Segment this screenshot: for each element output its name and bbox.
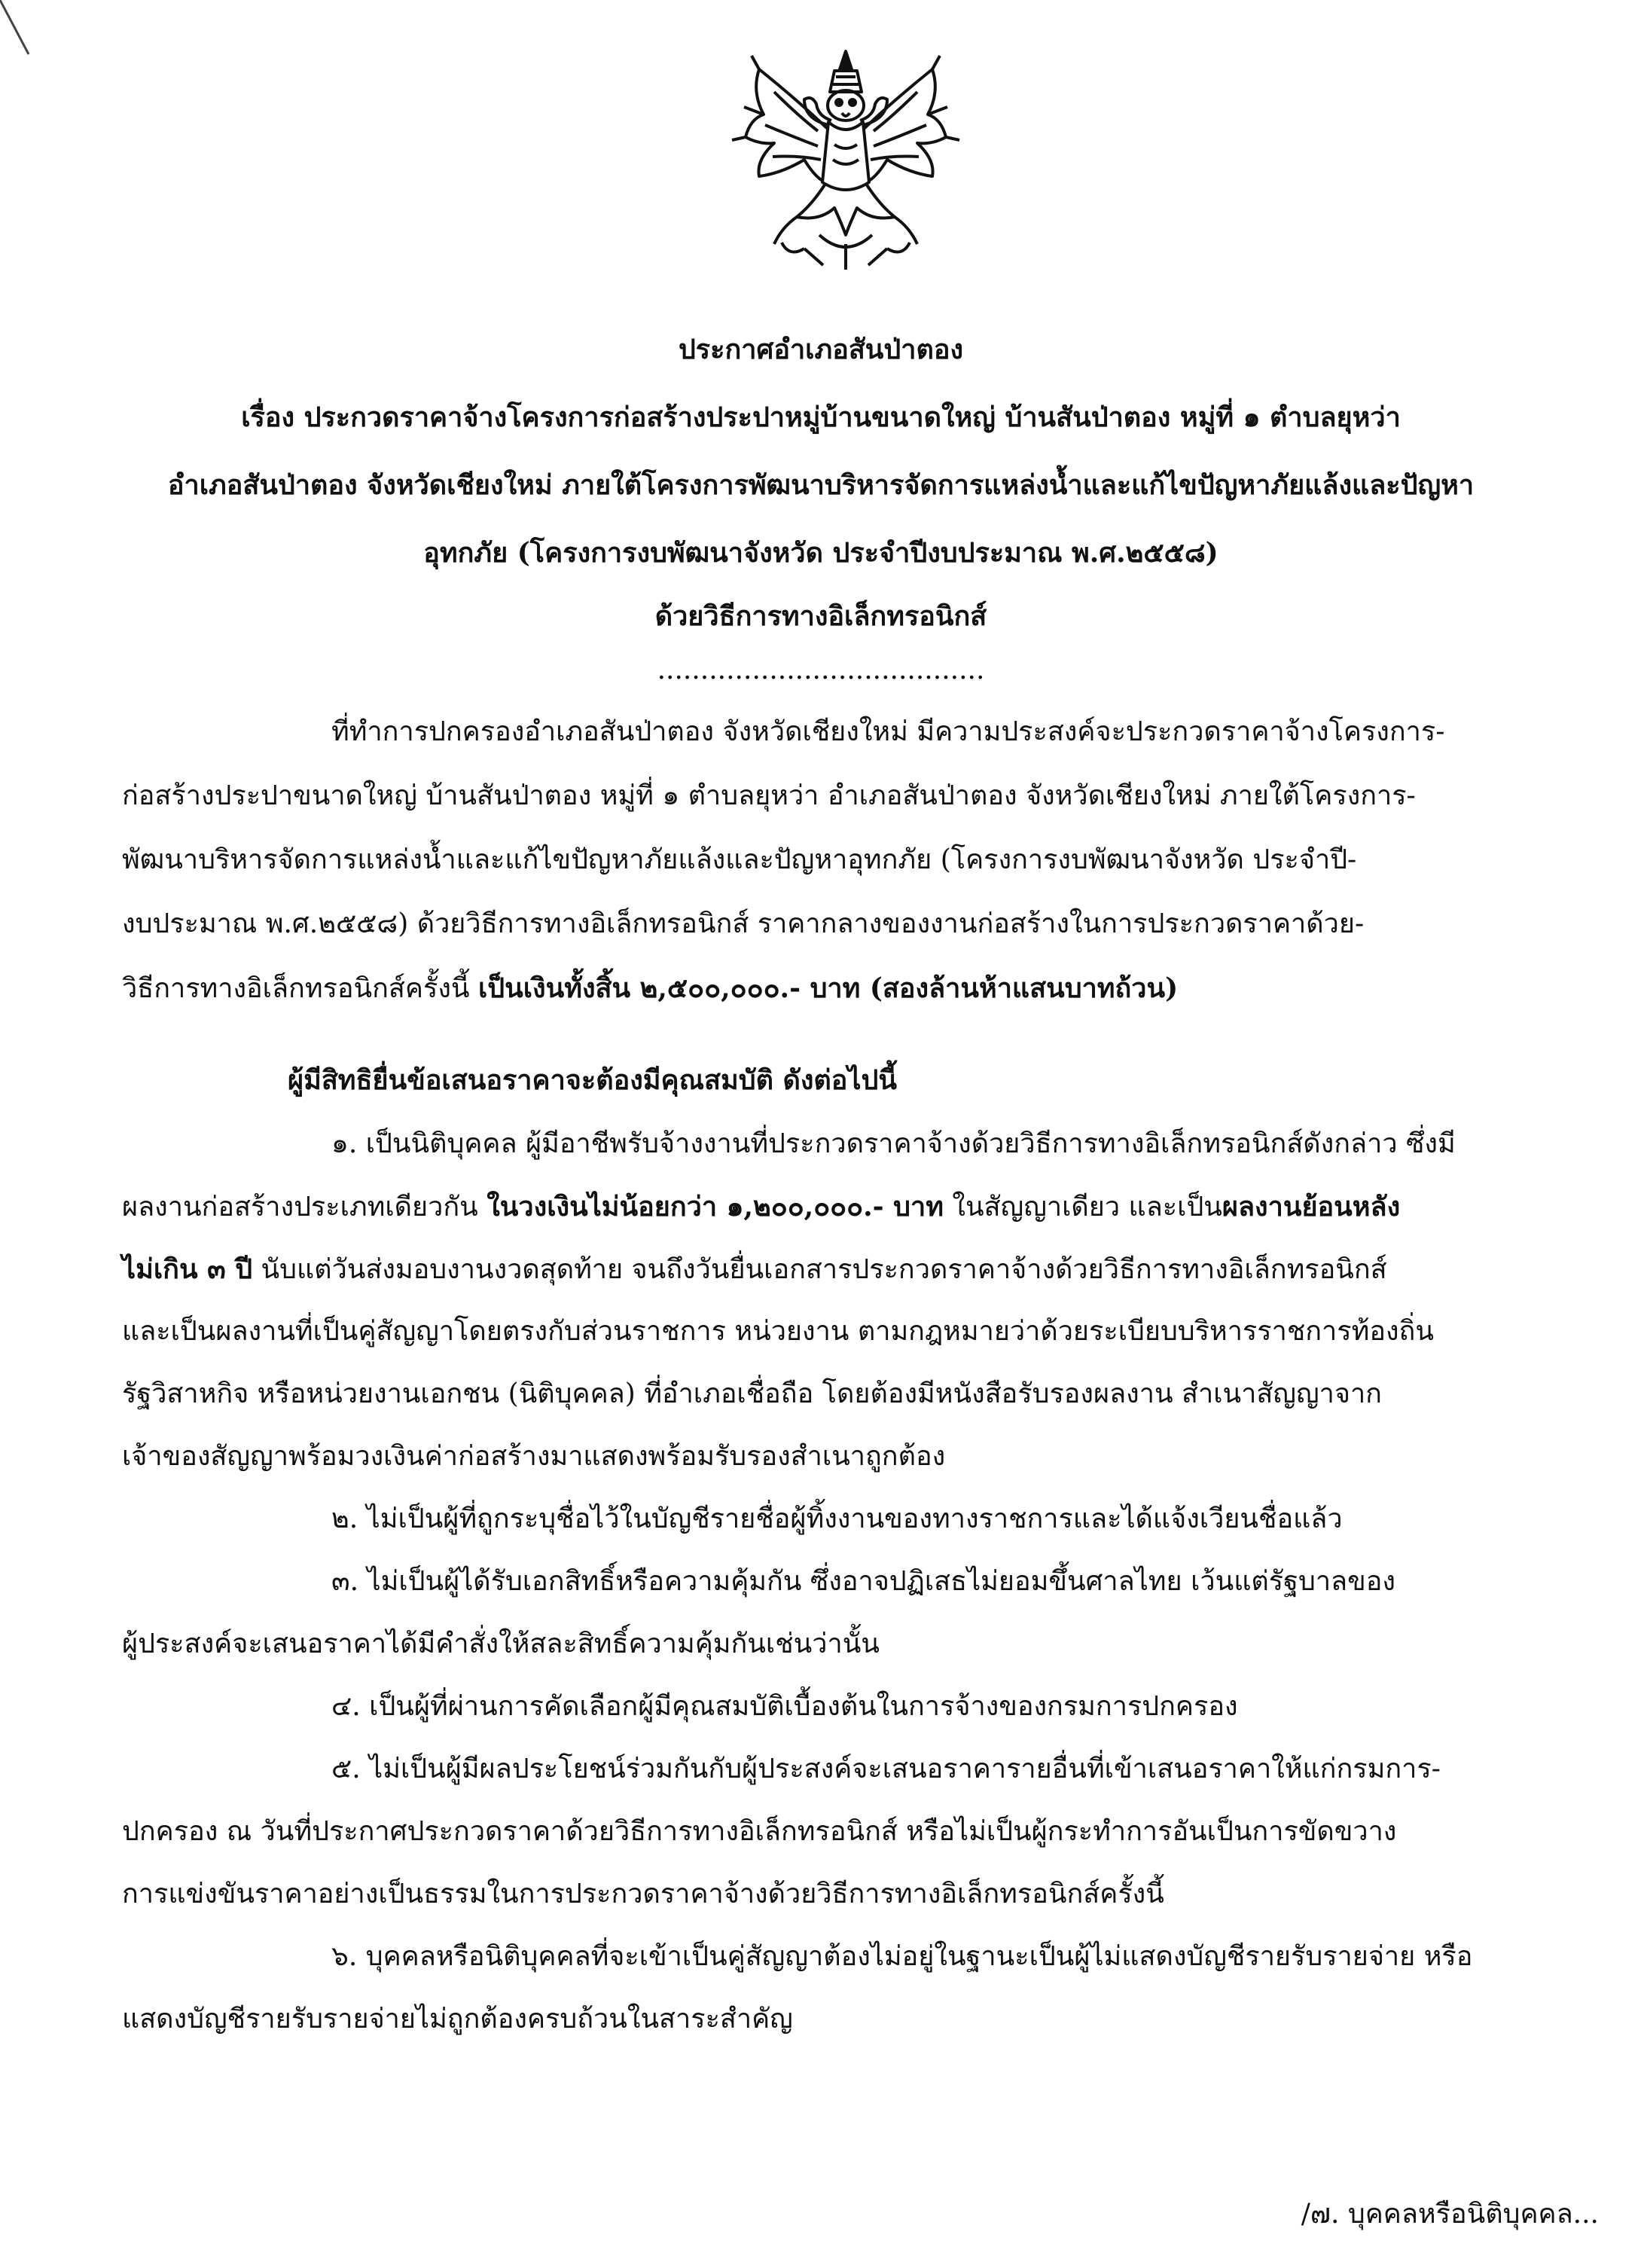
subject-line-2: อำเภอสันป่าตอง จังหวัดเชียงใหม่ ภายใต้โครงการพัฒนาบริหารจัดการแหล่งน้ำและแก้ไขปัญหาภัยแล้งและปัญหา <box>167 469 1475 501</box>
q1-years-limit: ไม่เกิน ๓ ปี <box>122 1253 253 1285</box>
price-total-text: เป็นเงินทั้งสิ้น ๒,๕๐๐,๐๐๐.- บาท (สองล้านห้าแสนบาทถ้วน) <box>477 972 1179 1004</box>
intro-line-2: ก่อสร้างประปาขนาดใหญ่ บ้านสันป่าตอง หมู่ที่ ๑ ตำบลยุหว่า อำเภอสันป่าตอง จังหวัดเชียงใหม่ ภายใต้โครงการ- <box>122 780 1416 811</box>
q1-past-work: ผลงานย้อนหลัง <box>1222 1191 1401 1223</box>
intro-line-4: งบประมาณ พ.ศ.๒๕๕๘) ด้วยวิธีการทางอิเล็กทรอนิกส์ ราคากลางของงานก่อสร้างในการประกวดราคาด้วย- <box>122 908 1365 939</box>
q1-min-value: ในวงเงินไม่น้อยกว่า ๑,๒๐๐,๐๐๐.- บาท <box>486 1191 944 1223</box>
subject-line-1: เรื่อง ประกวดราคาจ้างโครงการก่อสร้างประปาหมู่บ้านขนาดใหญ่ บ้านสันป่าตอง หมู่ที่ ๑ ตำบลยุหว่า <box>241 401 1401 433</box>
intro-line-1: ที่ทำการปกครองอำเภอสันป่าตอง จังหวัดเชียงใหม่ มีความประสงค์จะประกวดราคาจ้างโครงการ- <box>331 716 1445 747</box>
q1-line-4: และเป็นผลงานที่เป็นคู่สัญญาโดยตรงกับส่วนราชการ หน่วยงาน ตามกฎหมายว่าด้วยระเบียบบริหารราชการท้องถิ่น <box>122 1316 1434 1347</box>
q1-line-2-a: ผลงานก่อสร้างประเภทเดียวกัน <box>122 1192 487 1223</box>
q1-line-1: ๑. เป็นนิติบุคคล ผู้มีอาชีพรับจ้างงานที่ประกวดราคาจ้างด้วยวิธีการทางอิเล็กทรอนิกส์ดังกล่าว ซึ่งมี <box>331 1128 1456 1159</box>
q2-line-1: ๒. ไม่เป็นผู้ที่ถูกระบุชื่อไว้ในบัญชีรายชื่อผู้ทิ้งงานของทางราชการและได้แจ้งเวียนชื่อแล้ว <box>331 1503 1343 1534</box>
q5-line-2: ปกครอง ณ วันที่ประกาศประกวดราคาด้วยวิธีการทางอิเล็กทรอนิกส์ หรือไม่เป็นผู้กระทำการอันเป็นการขัดขวาง <box>122 1816 1397 1847</box>
q1-line-5: รัฐวิสาหกิจ หรือหน่วยงานเอกชน (นิติบุคคล) ที่อำเภอเชื่อถือ โดยต้องมีหนังสือรับรองผลงาน สำเนาสัญญาจาก <box>122 1378 1382 1409</box>
q1-line-3 <box>122 1253 1387 1287</box>
q1-line-2 <box>122 1190 1400 1224</box>
intro-line-5 <box>122 972 1178 1006</box>
header-separator: ...................................... <box>657 655 985 685</box>
issuer-title: ประกาศอำเภอสันป่าตอง <box>678 334 964 365</box>
intro-line-3: พัฒนาบริหารจัดการแหล่งน้ำและแก้ไขปัญหาภัยแล้งและปัญหาอุทกภัย (โครงการงบพัฒนาจังหวัด ประจำปี- <box>122 844 1357 875</box>
intro-line-5-text: วิธีการทางอิเล็กทรอนิกส์ครั้งนี้ <box>122 973 478 1004</box>
q1-line-6: เจ้าของสัญญาพร้อมวงเงินค่าก่อสร้างมาแสดงพร้อมรับรองสำเนาถูกต้อง <box>122 1441 946 1472</box>
q1-line-2-c: ในสัญญาเดียว และเป็น <box>943 1192 1222 1223</box>
subject-line-3: อุทกภัย (โครงการงบพัฒนาจังหวัด ประจำปีงบประมาณ พ.ศ.๒๕๕๘) <box>423 537 1219 569</box>
garuda-emblem-icon <box>729 47 962 273</box>
q6-line-2: แสดงบัญชีรายรับรายจ่ายไม่ถูกต้องครบถ้วนในสาระสำคัญ <box>122 2004 793 2034</box>
q4-line-1: ๔. เป็นผู้ที่ผ่านการคัดเลือกผู้มีคุณสมบัติเบื้องต้นในการจ้างของกรมการปกครอง <box>331 1691 1238 1722</box>
q6-line-1: ๖. บุคคลหรือนิติบุคคลที่จะเข้าเป็นคู่สัญญาต้องไม่อยู่ในฐานะเป็นผู้ไม่แสดงบัญชีรายรับรายจ่าย หรือ <box>331 1941 1473 1972</box>
q5-line-3: การแข่งขันราคาอย่างเป็นธรรมในการประกวดราคาจ้างด้วยวิธีการทางอิเล็กทรอนิกส์ครั้งนี้ <box>122 1879 1164 1909</box>
q3-line-2: ผู้ประสงค์จะเสนอราคาได้มีคำสั่งให้สละสิทธิ์ความคุ้มกันเช่นว่านั้น <box>122 1629 880 1659</box>
continuation-note: /๗. บุคคลหรือนิติบุคคล... <box>1301 2199 1599 2230</box>
qualifications-heading: ผู้มีสิทธิยื่นข้อเสนอราคาจะต้องมีคุณสมบัติ ดังต่อไปนี้ <box>288 1064 897 1096</box>
subject-line-4: ด้วยวิธีการทางอิเล็กทรอนิกส์ <box>654 600 987 632</box>
scan-corner-mark <box>0 0 45 60</box>
q1-line-3-b: นับแต่วันส่งมอบงานงวดสุดท้าย จนถึงวันยื่นเอกสารประกวดราคาจ้างด้วยวิธีการทางอิเล็กทรอนิกส์ <box>252 1254 1387 1285</box>
q3-line-1: ๓. ไม่เป็นผู้ได้รับเอกสิทธิ์หรือความคุ้มกัน ซึ่งอาจปฏิเสธไม่ยอมขึ้นศาลไทย เว้นแต่รัฐบาลของ <box>331 1566 1395 1597</box>
q5-line-1: ๕. ไม่เป็นผู้มีผลประโยชน์ร่วมกันกับผู้ประสงค์จะเสนอราคารายอื่นที่เข้าเสนอราคาให้แก่กรมการ- <box>331 1754 1441 1784</box>
